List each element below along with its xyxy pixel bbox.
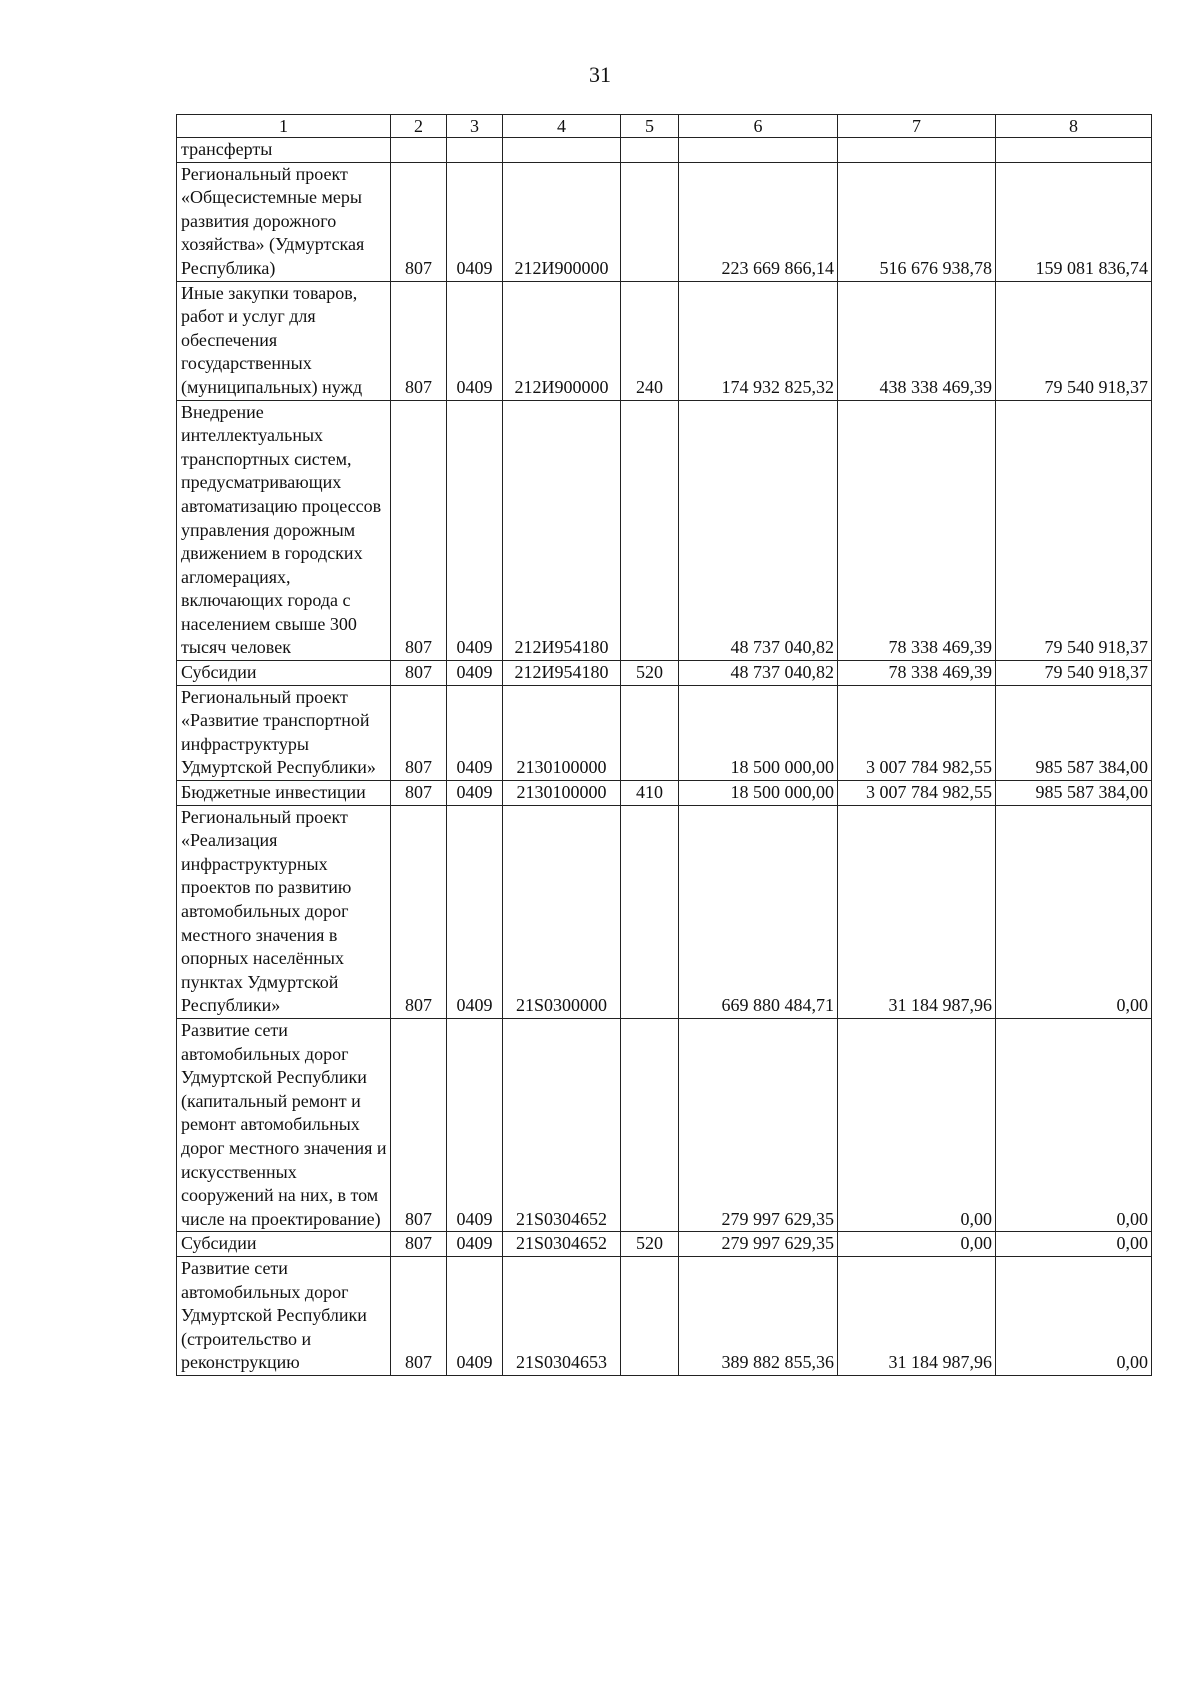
row-expense-type (621, 805, 679, 1018)
table-row (177, 281, 1152, 400)
row-admin-code: 807 (391, 162, 447, 281)
row-admin-code: 807 (391, 685, 447, 780)
row-amount-8: 159 081 836,74 (996, 162, 1152, 281)
row-target-article: 2130100000 (503, 685, 621, 780)
row-amount-7 (838, 138, 996, 163)
table-row (177, 1256, 1152, 1375)
row-amount-6: 389 882 855,36 (679, 1256, 838, 1375)
row-target-article (503, 138, 621, 163)
row-amount-8: 0,00 (996, 1018, 1152, 1231)
row-amount-8: 0,00 (996, 1232, 1152, 1257)
row-amount-7: 3 007 784 982,55 (838, 781, 996, 806)
page-number: 31 (589, 62, 611, 87)
row-amount-7: 516 676 938,78 (838, 162, 996, 281)
row-amount-8 (996, 138, 1152, 163)
row-section-code (447, 138, 503, 163)
column-header-7: 7 (838, 115, 996, 138)
row-name: Региональный проект «Общесистемные меры развития дорожного хозяйства» (Удмуртская Республика) (177, 162, 391, 281)
table-row (177, 162, 1152, 281)
row-section-code: 0409 (447, 1232, 503, 1257)
column-header-5: 5 (621, 115, 679, 138)
row-amount-8: 79 540 918,37 (996, 661, 1152, 686)
column-header-1: 1 (177, 115, 391, 138)
row-section-code: 0409 (447, 805, 503, 1018)
row-name: Региональный проект «Развитие транспортной инфраструктуры Удмуртской Республики» (177, 685, 391, 780)
row-name: Субсидии (177, 1232, 391, 1257)
row-amount-6: 223 669 866,14 (679, 162, 838, 281)
row-name: Бюджетные инвестиции (177, 781, 391, 806)
row-expense-type (621, 162, 679, 281)
row-admin-code: 807 (391, 400, 447, 661)
row-amount-8: 0,00 (996, 805, 1152, 1018)
row-amount-6: 18 500 000,00 (679, 781, 838, 806)
row-amount-6: 48 737 040,82 (679, 400, 838, 661)
table-row (177, 1232, 1152, 1257)
row-expense-type: 410 (621, 781, 679, 806)
table-header-row (177, 115, 1152, 138)
row-amount-6: 48 737 040,82 (679, 661, 838, 686)
row-name: Региональный проект «Реализация инфраструктурных проектов по развитию автомобильных дорог местного значения в опорных населённых пунктах Удмуртской Республики» (177, 805, 391, 1018)
column-header-6: 6 (679, 115, 838, 138)
row-amount-7: 3 007 784 982,55 (838, 685, 996, 780)
row-amount-7: 438 338 469,39 (838, 281, 996, 400)
table-row (177, 1018, 1152, 1231)
row-target-article: 21S0300000 (503, 805, 621, 1018)
row-admin-code: 807 (391, 805, 447, 1018)
row-amount-7: 31 184 987,96 (838, 1256, 996, 1375)
row-section-code: 0409 (447, 400, 503, 661)
row-admin-code (391, 138, 447, 163)
row-section-code: 0409 (447, 685, 503, 780)
row-expense-type (621, 400, 679, 661)
row-section-code: 0409 (447, 1256, 503, 1375)
budget-table (176, 114, 1152, 1376)
row-target-article: 2130100000 (503, 781, 621, 806)
row-amount-8: 985 587 384,00 (996, 685, 1152, 780)
row-admin-code: 807 (391, 1018, 447, 1231)
row-target-article: 21S0304652 (503, 1018, 621, 1231)
column-header-4: 4 (503, 115, 621, 138)
row-section-code: 0409 (447, 162, 503, 281)
table-row (177, 685, 1152, 780)
column-header-3: 3 (447, 115, 503, 138)
row-target-article: 212И954180 (503, 400, 621, 661)
row-name: Иные закупки товаров, работ и услуг для обеспечения государственных (муниципальных) нужд (177, 281, 391, 400)
row-amount-6: 279 997 629,35 (679, 1018, 838, 1231)
row-amount-6: 18 500 000,00 (679, 685, 838, 780)
column-header-8: 8 (996, 115, 1152, 138)
row-amount-7: 0,00 (838, 1232, 996, 1257)
row-section-code: 0409 (447, 661, 503, 686)
row-expense-type (621, 1018, 679, 1231)
row-expense-type: 520 (621, 661, 679, 686)
row-amount-6: 669 880 484,71 (679, 805, 838, 1018)
row-amount-8: 79 540 918,37 (996, 281, 1152, 400)
row-admin-code: 807 (391, 1232, 447, 1257)
column-header-2: 2 (391, 115, 447, 138)
row-target-article: 21S0304653 (503, 1256, 621, 1375)
row-target-article: 212И954180 (503, 661, 621, 686)
row-amount-8: 79 540 918,37 (996, 400, 1152, 661)
table-row (177, 781, 1152, 806)
row-amount-7: 31 184 987,96 (838, 805, 996, 1018)
row-name: Развитие сети автомобильных дорог Удмуртской Республики (капитальный ремонт и ремонт автомобильных дорог местного значения и искусственных сооружений на них, в том числе на проектирование) (177, 1018, 391, 1231)
row-amount-8: 0,00 (996, 1256, 1152, 1375)
row-section-code: 0409 (447, 281, 503, 400)
row-admin-code: 807 (391, 1256, 447, 1375)
table-row (177, 400, 1152, 661)
row-amount-6: 279 997 629,35 (679, 1232, 838, 1257)
row-expense-type: 520 (621, 1232, 679, 1257)
row-name: Субсидии (177, 661, 391, 686)
row-expense-type: 240 (621, 281, 679, 400)
row-amount-7: 78 338 469,39 (838, 400, 996, 661)
row-expense-type (621, 1256, 679, 1375)
row-section-code: 0409 (447, 781, 503, 806)
row-section-code: 0409 (447, 1018, 503, 1231)
row-expense-type (621, 138, 679, 163)
row-amount-7: 78 338 469,39 (838, 661, 996, 686)
table-row (177, 138, 1152, 163)
row-target-article: 212И900000 (503, 162, 621, 281)
row-amount-6: 174 932 825,32 (679, 281, 838, 400)
row-amount-8: 985 587 384,00 (996, 781, 1152, 806)
row-target-article: 212И900000 (503, 281, 621, 400)
row-name: трансферты (177, 138, 391, 163)
table-row (177, 661, 1152, 686)
row-admin-code: 807 (391, 281, 447, 400)
row-admin-code: 807 (391, 661, 447, 686)
row-admin-code: 807 (391, 781, 447, 806)
row-name: Развитие сети автомобильных дорог Удмуртской Республики (строительство и реконструкцию (177, 1256, 391, 1375)
table-row (177, 805, 1152, 1018)
row-target-article: 21S0304652 (503, 1232, 621, 1257)
row-amount-6 (679, 138, 838, 163)
row-amount-7: 0,00 (838, 1018, 996, 1231)
row-expense-type (621, 685, 679, 780)
row-name: Внедрение интеллектуальных транспортных систем, предусматривающих автоматизацию процессов управления дорожным движением в городских агломерациях, включающих города с населением свыше 300 тысяч человек (177, 400, 391, 661)
